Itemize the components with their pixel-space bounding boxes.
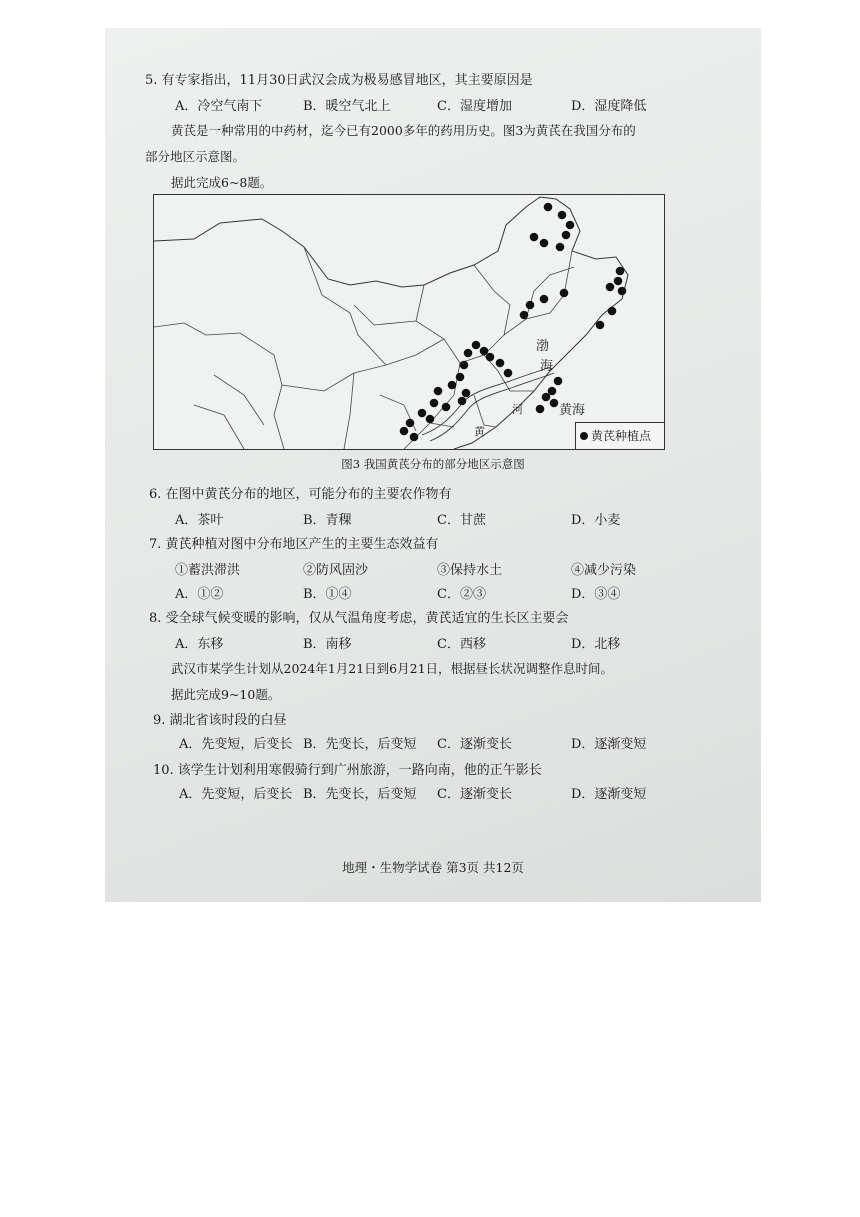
planting-point (410, 433, 419, 442)
planting-point (560, 289, 569, 298)
q8-option-a: A．东移 (175, 637, 224, 652)
planting-point (442, 403, 451, 412)
intro-6-8-line1: 黄芪是一种常用的中药材，迄今已有2000多年的药用历史。图3为黄芪在我国分布的 (171, 123, 636, 138)
q7-option-b: B．①④ (303, 587, 352, 602)
planting-point (430, 399, 439, 408)
huangqi-distribution-map (153, 194, 665, 450)
map-legend (575, 422, 664, 449)
q7-item-3: ③保持水土 (437, 563, 503, 578)
q6-option-d: D．小麦 (571, 513, 621, 528)
q10-option-c: C．逐渐变长 (437, 787, 512, 802)
planting-point (520, 311, 529, 320)
q9-option-a: A．先变短，后变长 (179, 737, 293, 752)
q5-option-d: D．湿度降低 (571, 99, 647, 114)
q7-option-d: D．③④ (571, 587, 621, 602)
planting-point (616, 267, 625, 276)
river-label-he: 河 (512, 403, 523, 416)
planting-point (554, 377, 563, 386)
planting-point (558, 211, 567, 220)
planting-point-dot-icon (580, 432, 588, 440)
q6-option-c: C．甘蔗 (437, 513, 486, 528)
planting-point (550, 399, 559, 408)
planting-point (418, 409, 427, 418)
q6-option-b: B．青稞 (303, 513, 352, 528)
planting-point (406, 419, 415, 428)
planting-point (566, 221, 575, 230)
planting-point (562, 231, 571, 240)
page-footer: 地理・生物学试卷 第3页 共12页 (342, 860, 524, 875)
q7-item-2: ②防风固沙 (303, 563, 369, 578)
planting-point (618, 287, 627, 296)
intro-9-10-line2: 据此完成9~10题。 (171, 687, 281, 702)
planting-point (556, 243, 565, 252)
province-borders (154, 247, 574, 449)
q7-item-4: ④减少污染 (571, 563, 637, 578)
planting-point (456, 373, 465, 382)
q7-option-a: A．①② (175, 587, 224, 602)
q7-item-1: ①蓄洪滞洪 (175, 563, 241, 578)
planting-point (504, 369, 513, 378)
planting-point (540, 239, 549, 248)
river-label-huang: 黄 (474, 425, 485, 438)
planting-point (472, 341, 481, 350)
planting-point (606, 283, 615, 292)
planting-point (460, 361, 469, 370)
q10-option-a: A．先变短，后变长 (179, 787, 293, 802)
q10-option-b: B．先变长，后变短 (303, 787, 417, 802)
planting-point (614, 277, 623, 286)
question-10-stem: 10. 该学生计划利用寒假骑行到广州旅游，一路向南，他的正午影长 (153, 763, 542, 778)
planting-point (536, 405, 545, 414)
sea-label-hai: 海 (540, 359, 554, 374)
planting-point (526, 301, 535, 310)
intro-6-8-line3: 据此完成6~8题。 (171, 175, 273, 190)
planting-point (426, 415, 435, 424)
map-drawing (154, 195, 664, 449)
planting-point (596, 321, 605, 330)
q10-option-d: D．逐渐变短 (571, 787, 647, 802)
planting-point (448, 381, 457, 390)
q5-option-a: A．冷空气南下 (175, 99, 263, 114)
q6-option-a: A．茶叶 (175, 513, 224, 528)
q5-option-c: C．湿度增加 (437, 99, 512, 114)
sea-label-bo: 渤 (536, 339, 550, 354)
question-6-stem: 6. 在图中黄芪分布的地区，可能分布的主要农作物有 (149, 487, 452, 502)
planting-point (464, 349, 473, 358)
q7-option-c: C．②③ (437, 587, 486, 602)
planting-point (486, 353, 495, 362)
q9-option-d: D．逐渐变短 (571, 737, 647, 752)
q8-option-d: D．北移 (571, 637, 621, 652)
planting-point (462, 389, 471, 398)
figure-caption: 图3 我国黄芪分布的部分地区示意图 (341, 457, 525, 471)
q9-option-b: B．先变长，后变短 (303, 737, 417, 752)
question-9-stem: 9. 湖北省该时段的白昼 (153, 713, 287, 728)
planting-point (400, 427, 409, 436)
yellow-river-line-1 (422, 367, 550, 435)
planting-point (542, 393, 551, 402)
planting-point (458, 397, 467, 406)
q8-option-c: C．西移 (437, 637, 486, 652)
legend-label: 黄芪种植点 (591, 429, 652, 443)
planting-point (496, 359, 505, 368)
intro-9-10-line1: 武汉市某学生计划从2024年1月21日到6月21日，根据昼长状况调整作息时间。 (171, 661, 614, 676)
question-8-stem: 8. 受全球气候变暖的影响，仅从气温角度考虑，黄芪适宜的生长区主要会 (149, 611, 569, 626)
q8-option-b: B．南移 (303, 637, 352, 652)
q5-option-b: B．暖空气北上 (303, 99, 391, 114)
question-7-stem: 7. 黄芪种植对图中分布地区产生的主要生态效益有 (149, 537, 439, 552)
question-5-stem: 5. 有专家指出，11月30日武汉会成为极易感冒地区，其主要原因是 (145, 73, 533, 88)
scanned-page (105, 28, 761, 902)
planting-point (608, 307, 617, 316)
q9-option-c: C．逐渐变长 (437, 737, 512, 752)
intro-6-8-line2: 部分地区示意图。 (145, 149, 246, 164)
planting-point (544, 203, 553, 212)
planting-point (434, 387, 443, 396)
sea-label-yellow-sea: 黄海 (559, 403, 586, 418)
planting-point (540, 295, 549, 304)
planting-point (530, 233, 539, 242)
